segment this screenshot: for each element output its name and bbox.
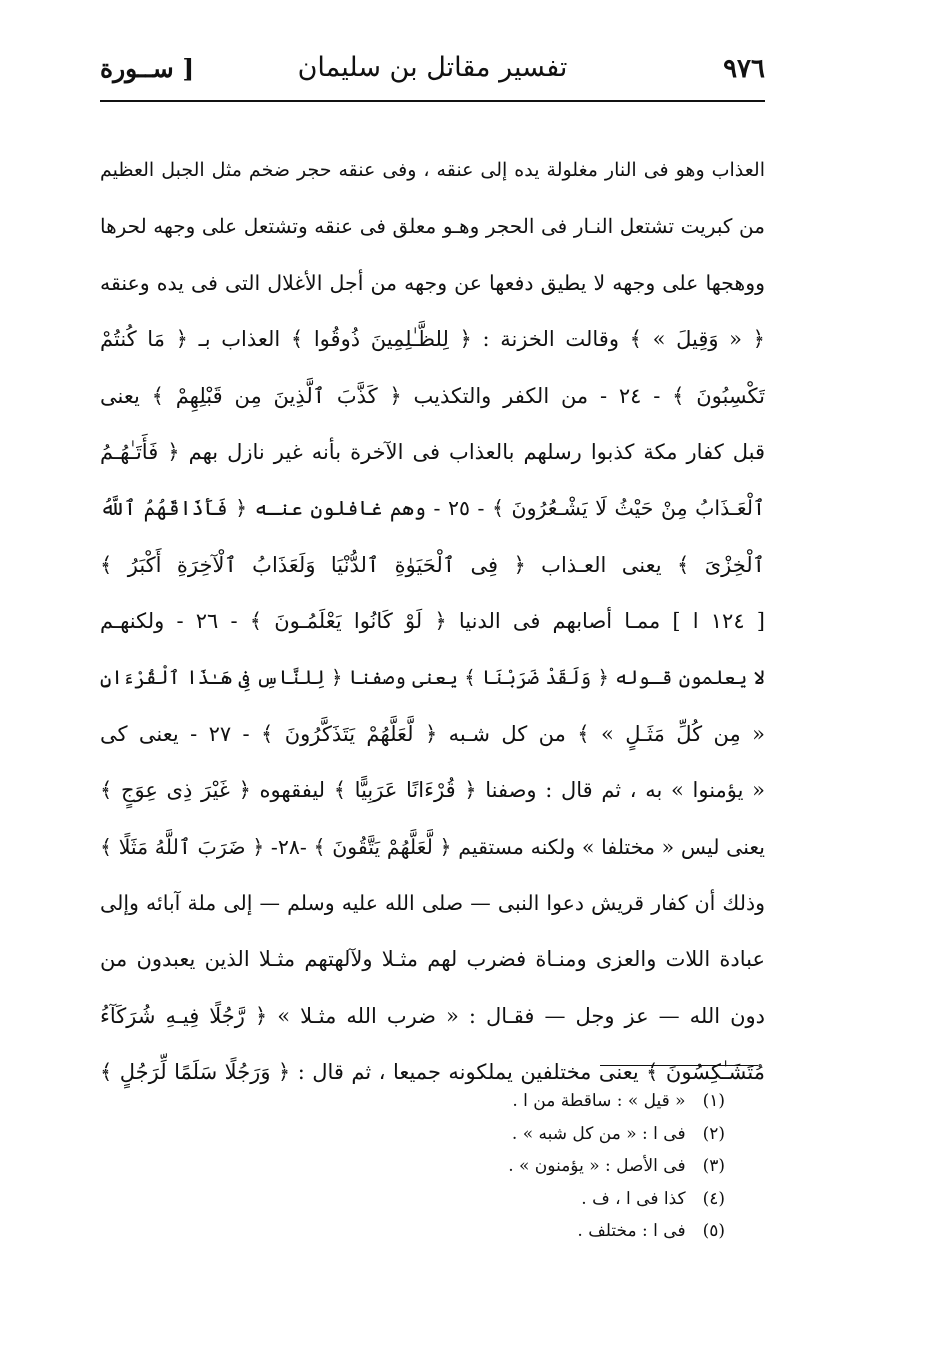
text-line: ﴿ « وَقِيلَ » ﴾ وقالت الخزنة : ﴿ لِلظَّـٰلِمِينَ ذُوقُوا ﴾ العذاب بـ ﴿ مَا كُنتُمْ (100, 327, 765, 352)
page-number: ٩٧٦ (723, 54, 765, 84)
text-line: تَكْسِبُونَ ﴾ - ٢٤ - من الكفر والتكذيب ﴿ كَذَّبَ ٱلَّذِينَ مِن قَبْلِهِمْ ﴾ يعنى (100, 383, 765, 408)
text-line: ٱلْخِزْىَ ﴾ يعنى العـذاب ﴿ فِى ٱلْحَيَوٰةِ ٱلدُّنْيَا وَلَعَذَابُ ٱلْآخِرَةِ أَكْبَرُ ﴾ (100, 552, 765, 577)
text-line: دون الله — عز وجل — فقـال : « ضرب الله مثـلا » ﴿ رَّجُلًا فِيـهِ شُرَكَآءُ (100, 1003, 765, 1028)
footnote-text: فى ا : « من كل شبه » . (511, 1123, 686, 1144)
running-title: تفسير مقاتل بن سليمان (297, 52, 568, 83)
text-line: عبادة اللات والعزى ومنـاة فضرب لهم مثـلا ولآلهتهم مثـلا الذين يعبدون من (100, 947, 765, 972)
text-line: ووهجها على وجهه لا يطيق دفعها عن وجهه من أجل الأغلال التى فى يده وعنقه (100, 270, 765, 295)
text-line: مُتَشَـٰكِسُونَ ﴾ يعنى مختلفين يملكونه جميعا ، ثم قال : ﴿ وَرَجُلًا سَلَمًا لِّرَجُلٍ ﴾ (100, 1060, 765, 1085)
page-header (100, 50, 765, 98)
text-line: ٱلْعَـذَابُ مِنْ حَيْثُ لَا يَشْـعُرُونَ ﴾ - ٢٥ - وهم غافلون عنـه ﴿ فَأَذَاقَهُمُ ٱللَّهُ (100, 496, 765, 521)
footnote (300, 1085, 725, 1118)
text-line: « يؤمنوا » به ، ثم قال : وصفنا ﴿ قُرْءَانًا عَرَبِيًّا ﴾ ليفقهوه ﴿ غَيْرَ ذِى عِوَجٍ ﴾ (100, 778, 765, 803)
footnote (300, 1183, 725, 1216)
footnote-text: كذا فى ا ، ف . (581, 1188, 686, 1209)
footnote (300, 1118, 725, 1151)
text-line: من كبريت تشتعل النـار فى الحجر وهـو معلق فى عنقه وتشتعل على وجهه لحرها (100, 214, 765, 239)
footnote (300, 1215, 725, 1248)
text-line: [ ١٢٤ ا ] ممـا أصابهم فى الدنيا ﴿ لَوْ كَانُوا يَعْلَمُـونَ ﴾ - ٢٦ - ولكنهـم (100, 609, 765, 634)
text-line: « مِن كُلِّ مَثَـلٍ » ﴾ من كل شـبه ﴿ لَّعَلَّهُمْ يَتَذَكَّرُونَ ﴾ - ٢٧ - يعنى كى (100, 721, 765, 746)
text-line: قبل كفار مكة كذبوا رسلهم بالعذاب فى الآخرة بأنه غير نازل بهم ﴿ فَأَتَـٰهُـمُ (100, 439, 765, 464)
text-line: العذاب وهو فى النار مغلولة يده إلى عنقه ، وفى عنقه حجر ضخم مثل الجبل العظيم (100, 159, 765, 181)
text-line: يعنى ليس « مختلفا » ولكنه مستقيم ﴿ لَّعَلَّهُمْ يَتَّقُونَ ﴾ -٢٨- ﴿ ضَرَبَ ٱللَّهُ مَثَلًا ﴾ (100, 834, 765, 859)
footnote-rule (600, 1065, 758, 1066)
footnote-text: فى ا : مختلف . (577, 1221, 686, 1241)
footnotes (300, 1085, 725, 1248)
text-line: وذلك أن كفار قريش دعوا النبى — صلى الله عليه وسلم — إلى ملة آبائه وإلى (100, 891, 765, 916)
footnote-text: فى الأصل : « يؤمنون » . (508, 1156, 686, 1176)
footnote-text: « قيل » : ساقطة من ا . (512, 1091, 686, 1111)
footnote-number: (٣) (702, 1156, 725, 1176)
footnote (300, 1150, 725, 1183)
surah-label: [ ســورة (100, 54, 195, 83)
footnote-number: (٤) (702, 1188, 725, 1209)
header-rule (100, 100, 765, 102)
footnote-number: (٥) (702, 1221, 725, 1241)
main-text (100, 142, 765, 1101)
footnote-number: (٢) (702, 1123, 725, 1144)
text-line: لا يعلمون قـوله ﴿ وَلَقَدْ ضَرَبْنَا ﴾ يعنى وصفنا ﴿ لِلنَّاسِ فِى هَـٰذَا ٱلْقُرْءَانِ (100, 665, 765, 689)
footnote-number: (١) (702, 1091, 725, 1111)
